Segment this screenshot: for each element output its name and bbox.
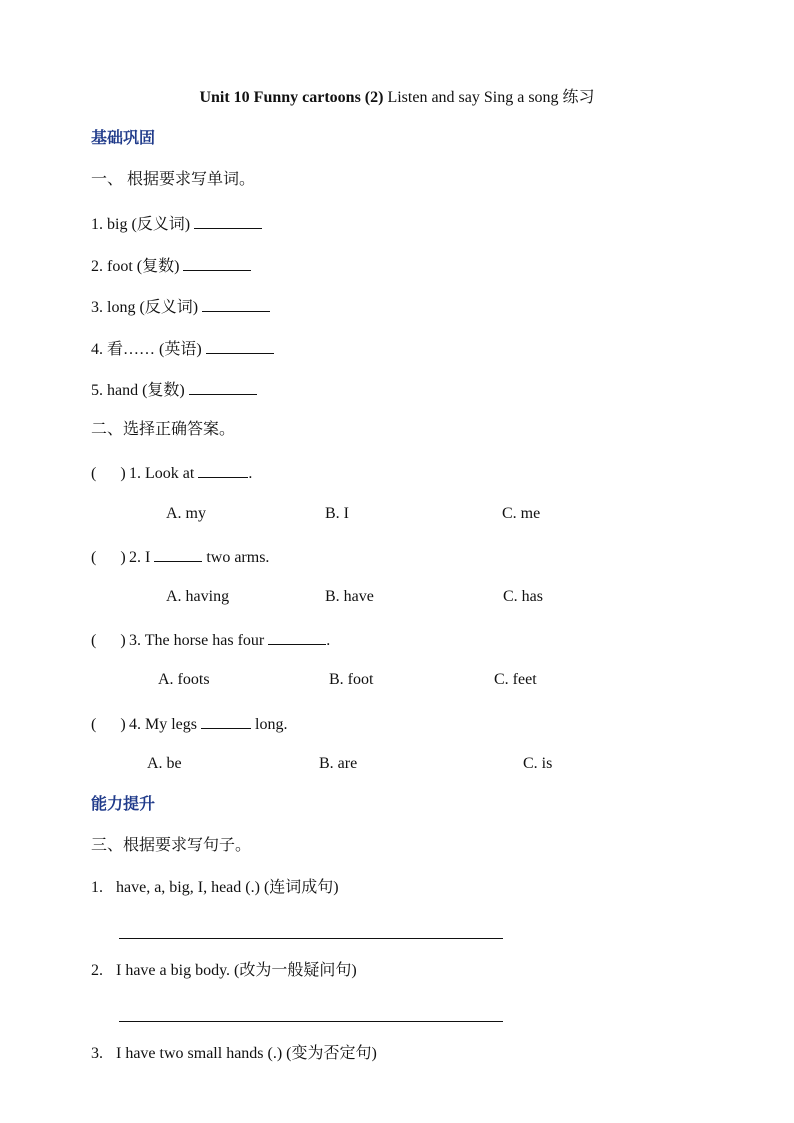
item-text: have, a, big, I, head (.) (连词成句) bbox=[116, 879, 339, 896]
item-number: 2. bbox=[91, 962, 103, 979]
part3-item-3 bbox=[91, 1046, 377, 1062]
answer-line[interactable] bbox=[119, 938, 503, 939]
question-suffix: two arms. bbox=[202, 549, 270, 566]
question-suffix: . bbox=[326, 632, 331, 649]
answer-paren[interactable] bbox=[91, 633, 125, 649]
fill-blank[interactable] bbox=[201, 714, 251, 729]
option-b[interactable]: B. I bbox=[325, 505, 349, 522]
part1-item-text: 4. 看…… (英语) bbox=[91, 341, 206, 358]
item-number: 3. bbox=[91, 1045, 103, 1062]
paren-open: ( bbox=[91, 716, 97, 733]
fill-blank[interactable] bbox=[268, 630, 326, 645]
answer-paren[interactable] bbox=[91, 466, 125, 482]
question-suffix: long. bbox=[251, 716, 288, 733]
paren-close: ) bbox=[120, 465, 126, 482]
title-bold: Unit 10 Funny cartoons (2) bbox=[199, 89, 384, 106]
part1-item-5 bbox=[91, 380, 257, 399]
option-b[interactable]: B. have bbox=[325, 588, 374, 605]
option-a[interactable]: A. my bbox=[166, 505, 206, 522]
section-advanced-heading: 能力提升 bbox=[91, 794, 156, 813]
question-1 bbox=[91, 463, 252, 482]
paren-open: ( bbox=[91, 549, 97, 566]
part1-item-text: 5. hand (复数) bbox=[91, 382, 189, 399]
part3-heading: 三、根据要求写句子。 bbox=[91, 837, 252, 854]
fill-blank[interactable] bbox=[183, 256, 251, 271]
title-rest: Listen and say Sing a song 练习 bbox=[383, 89, 595, 106]
part2-heading: 二、选择正确答案。 bbox=[91, 421, 236, 438]
part1-heading: 一、 根据要求写单词。 bbox=[91, 171, 256, 188]
option-b[interactable]: B. foot bbox=[329, 671, 374, 688]
part1-item-2 bbox=[91, 256, 251, 275]
fill-blank[interactable] bbox=[206, 339, 274, 354]
fill-blank[interactable] bbox=[189, 380, 257, 395]
part1-item-4 bbox=[91, 339, 274, 358]
part3-item-1 bbox=[91, 880, 339, 896]
option-c[interactable]: C. is bbox=[523, 755, 553, 772]
section-basic-heading: 基础巩固 bbox=[91, 128, 156, 147]
option-c[interactable]: C. feet bbox=[494, 671, 537, 688]
answer-paren[interactable] bbox=[91, 550, 125, 566]
question-4 bbox=[91, 714, 287, 733]
question-3 bbox=[91, 630, 330, 649]
fill-blank[interactable] bbox=[198, 463, 248, 478]
fill-blank[interactable] bbox=[194, 214, 262, 229]
paren-close: ) bbox=[120, 716, 126, 733]
question-prefix: 2. I bbox=[129, 549, 155, 566]
item-number: 1. bbox=[91, 879, 103, 896]
paren-open: ( bbox=[91, 465, 97, 482]
question-suffix: . bbox=[248, 465, 253, 482]
question-2 bbox=[91, 547, 269, 566]
part3-item-2 bbox=[91, 963, 357, 979]
item-text: I have two small hands (.) (变为否定句) bbox=[116, 1045, 377, 1062]
paren-close: ) bbox=[120, 632, 126, 649]
question-prefix: 3. The horse has four bbox=[129, 632, 269, 649]
option-a[interactable]: A. be bbox=[147, 755, 182, 772]
question-prefix: 1. Look at bbox=[129, 465, 199, 482]
part1-item-1 bbox=[91, 214, 262, 233]
option-b[interactable]: B. are bbox=[319, 755, 358, 772]
option-c[interactable]: C. has bbox=[503, 588, 543, 605]
fill-blank[interactable] bbox=[202, 297, 270, 312]
fill-blank[interactable] bbox=[154, 547, 202, 562]
part1-item-text: 1. big (反义词) bbox=[91, 216, 195, 233]
page-title bbox=[0, 90, 794, 106]
option-a[interactable]: A. foots bbox=[158, 671, 210, 688]
answer-paren[interactable] bbox=[91, 717, 125, 733]
item-text: I have a big body. (改为一般疑问句) bbox=[116, 962, 357, 979]
part1-item-text: 2. foot (复数) bbox=[91, 258, 184, 275]
option-c[interactable]: C. me bbox=[502, 505, 541, 522]
paren-open: ( bbox=[91, 632, 97, 649]
question-prefix: 4. My legs bbox=[129, 716, 201, 733]
part1-item-text: 3. long (反义词) bbox=[91, 299, 203, 316]
option-a[interactable]: A. having bbox=[166, 588, 230, 605]
paren-close: ) bbox=[120, 549, 126, 566]
answer-line[interactable] bbox=[119, 1021, 503, 1022]
part1-item-3 bbox=[91, 297, 270, 316]
